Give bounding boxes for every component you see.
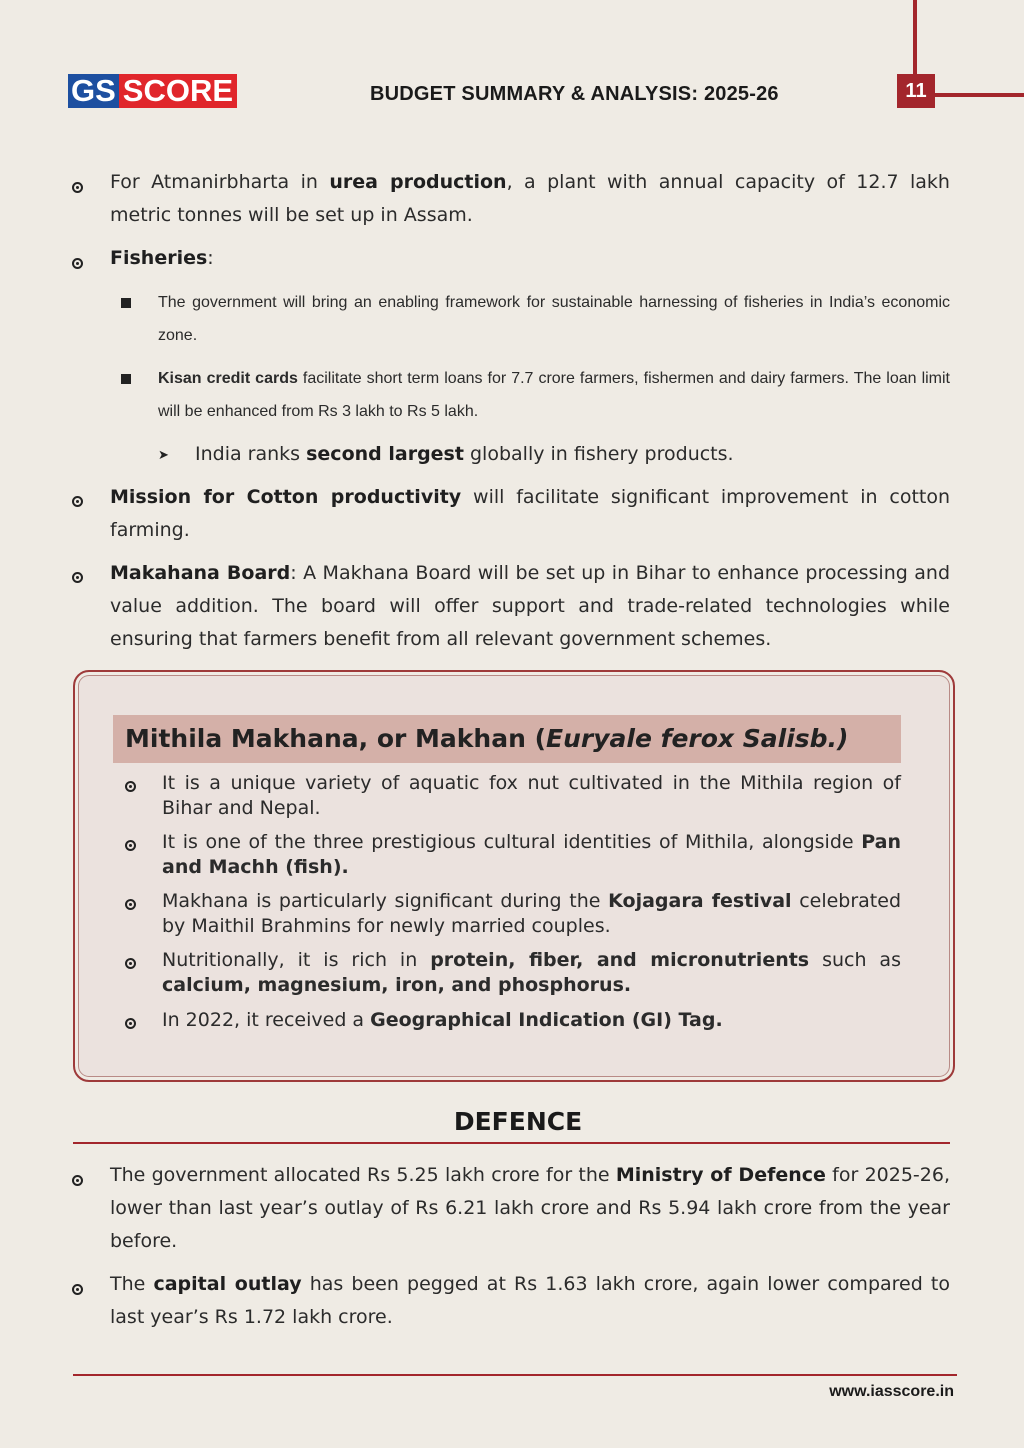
circle-dot-bullet-icon xyxy=(70,494,84,508)
footer-website-link[interactable]: www.iasscore.in xyxy=(829,1383,954,1400)
box-item-text: It is one of the three prestigious cultural identities of Mithila, alongside xyxy=(162,831,862,853)
circle-dot-bullet-icon xyxy=(123,897,137,911)
fisheries-heading xyxy=(110,242,950,275)
fisheries-item-framework-text: The government will bring an enabling framework for sustainable harnessing of fisheries in India’s economic zone. xyxy=(158,294,950,344)
rank-note-bold: second largest xyxy=(306,443,464,465)
makhana-text: : A Makhana Board will be set up in Bihar to enhance processing and value addition. The board will offer support and trade-related technologies while ensuring that farmers benefit from all relevant government schemes. xyxy=(110,562,951,650)
cotton-paragraph xyxy=(110,481,950,547)
cotton-text: will facilitate significant improvement in cotton farming. xyxy=(110,486,951,541)
defence-text-post: for 2025-26, lower than last year’s outlay of Rs 6.21 lakh crore and Rs 5.94 lakh crore from the year before. xyxy=(110,1164,950,1252)
fisheries-item-kcc-bold: Kisan credit cards xyxy=(158,370,298,387)
urea-text-pre: For Atmanirbharta in xyxy=(110,171,330,193)
box-item-text-post: celebrated by Maithil Brahmins for newly married couples. xyxy=(162,890,902,937)
box-title-text: Mithila Makhana, or Makhan ( xyxy=(125,724,546,753)
urea-paragraph xyxy=(110,166,950,232)
box-item-bold-2: calcium, magnesium, iron, and phosphorus. xyxy=(162,974,632,996)
box-item-text-post: such as xyxy=(809,949,901,971)
circle-dot-bullet-icon xyxy=(123,779,137,793)
circle-dot-bullet-icon xyxy=(123,838,137,852)
box-item-text: In 2022, it received a xyxy=(162,1009,371,1031)
fisheries-item-framework xyxy=(158,286,950,352)
makhana-bold: Makahana Board xyxy=(110,562,291,584)
cotton-bold: Mission for Cotton productivity xyxy=(110,486,462,508)
capital-text-post: has been pegged at Rs 1.63 lakh crore, again lower compared to last year’s Rs 1.72 lakh crore. xyxy=(110,1273,950,1328)
defence-allocation-paragraph xyxy=(110,1159,950,1258)
box-item-text: Makhana is particularly significant during the xyxy=(162,890,609,912)
defence-text-bold: Ministry of Defence xyxy=(615,1164,826,1186)
logo-score-text: SCORE xyxy=(119,74,237,108)
circle-dot-bullet-icon xyxy=(70,1282,84,1296)
header-title: BUDGET SUMMARY & ANALYSIS: 2025-26 xyxy=(370,83,779,105)
fisheries-item-kcc-text: facilitate short term loans for 7.7 crore farmers, fishermen and dairy farmers. The loan limit will be enhanced from Rs 3 lakh to Rs 5 lakh. xyxy=(158,370,951,420)
defence-text-pre: The government allocated Rs 5.25 lakh crore for the xyxy=(110,1164,616,1186)
circle-dot-bullet-icon xyxy=(123,956,137,970)
box-title-italic: Euryale ferox Salisb.) xyxy=(546,724,849,753)
box-item-bold: Kojagara festival xyxy=(608,890,792,912)
circle-dot-bullet-icon xyxy=(70,256,84,270)
rank-note-pre: India ranks xyxy=(195,443,307,465)
capital-text-pre: The xyxy=(110,1273,154,1295)
circle-dot-bullet-icon xyxy=(123,1016,137,1030)
arrowhead-bullet-icon: ➤ xyxy=(158,448,169,463)
circle-dot-bullet-icon xyxy=(70,180,84,194)
box-item-bold: Geographical Indication (GI) Tag. xyxy=(370,1009,723,1031)
capital-outlay-paragraph xyxy=(110,1268,950,1334)
capital-text-bold: capital outlay xyxy=(153,1273,302,1295)
box-item xyxy=(162,889,901,939)
urea-text-post: , a plant with annual capacity of 12.7 lakh metric tonnes will be set up in Assam. xyxy=(110,171,950,226)
box-item xyxy=(162,830,901,880)
square-bullet-icon xyxy=(121,374,131,384)
fisheries-heading-colon: : xyxy=(207,247,214,269)
box-item xyxy=(162,1008,901,1033)
circle-dot-bullet-icon xyxy=(70,1173,84,1187)
section-divider xyxy=(73,1142,950,1144)
section-title-defence: DEFENCE xyxy=(453,1107,583,1136)
page-number: 11 xyxy=(897,74,935,108)
box-title xyxy=(113,715,901,763)
footer-divider xyxy=(73,1374,957,1376)
gs-score-logo[interactable] xyxy=(68,74,237,108)
box-item-text: It is a unique variety of aquatic fox nut cultivated in the Mithila region of Bihar and Nepal. xyxy=(162,772,901,819)
box-item xyxy=(162,948,901,998)
fisheries-item-kcc xyxy=(158,362,950,428)
square-bullet-icon xyxy=(121,298,131,308)
makhana-paragraph xyxy=(110,557,950,656)
box-item-bold: protein, fiber, and micronutrients xyxy=(430,949,810,971)
box-item xyxy=(162,771,901,821)
logo-gs-text: GS xyxy=(68,74,119,108)
box-item-bold: Pan and Machh (fish). xyxy=(162,831,901,878)
fisheries-heading-bold: Fisheries xyxy=(110,247,208,269)
circle-dot-bullet-icon xyxy=(70,570,84,584)
urea-text-bold: urea production xyxy=(329,171,507,193)
fisheries-rank-note xyxy=(195,438,950,471)
rank-note-post: globally in fishery products. xyxy=(463,443,734,465)
box-item-text: Nutritionally, it is rich in xyxy=(162,949,431,971)
